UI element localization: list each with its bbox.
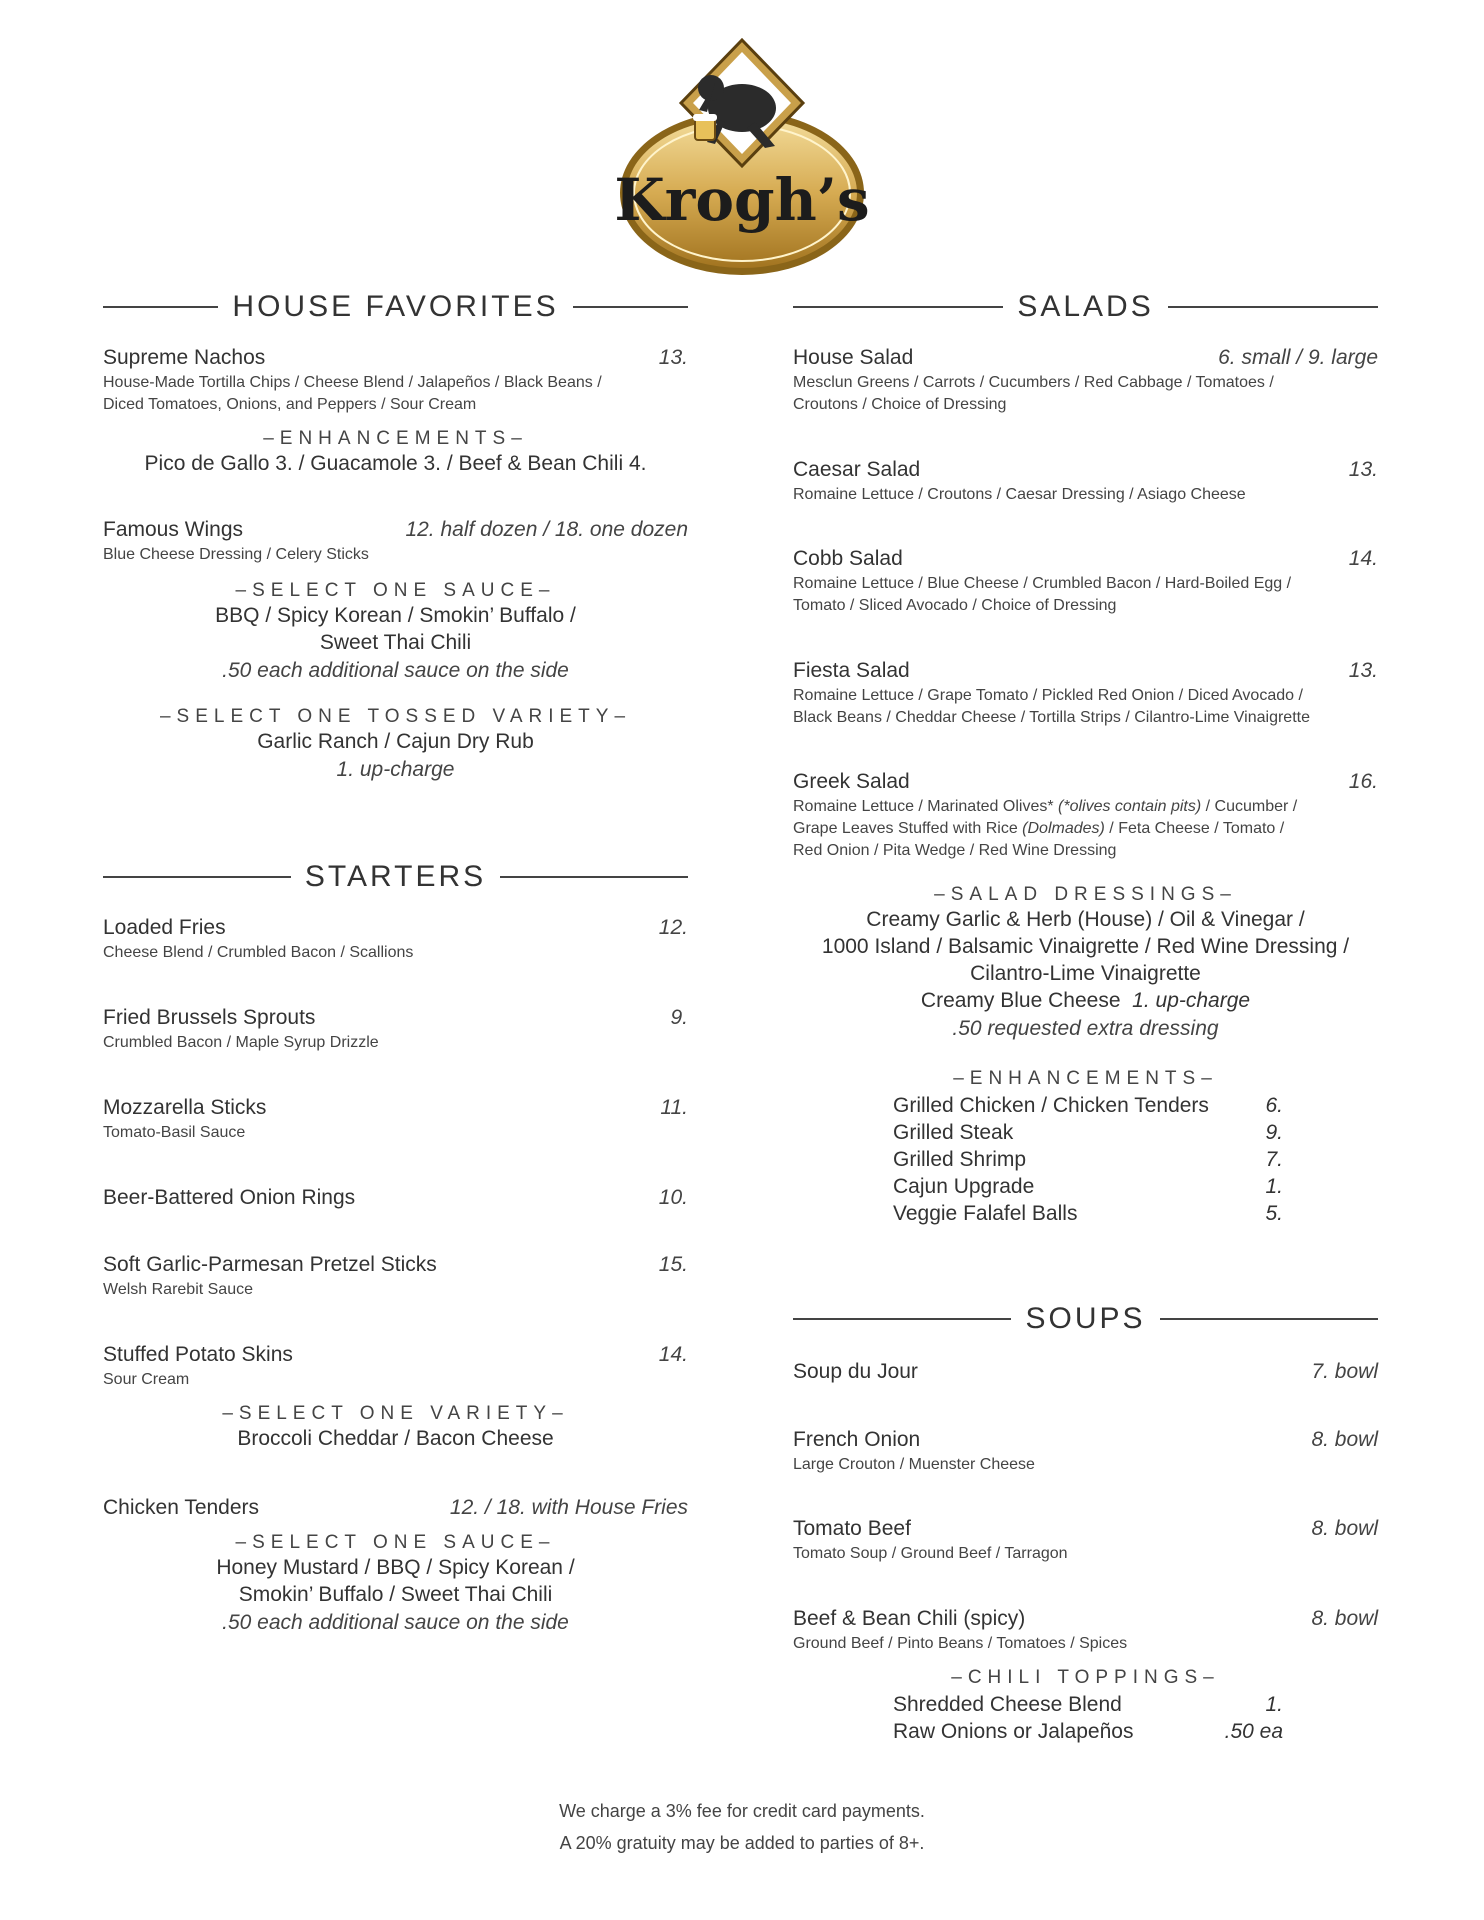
item-name: Fried Brussels Sprouts (103, 1006, 316, 1029)
item-name: Tomato Beef (793, 1517, 911, 1540)
item-price: 14. (658, 1343, 688, 1366)
menu-item-supreme-nachos (103, 346, 688, 416)
item-description: Tomato-Basil Sauce (103, 1124, 246, 1141)
item-name: Supreme Nachos (103, 346, 266, 369)
block-line: Honey Mustard / BBQ / Spicy Korean / (216, 1556, 575, 1579)
item-name: Loaded Fries (103, 916, 226, 939)
item-price: 15. (658, 1253, 688, 1276)
block-label: –SELECT ONE SAUCE– (235, 1532, 556, 1553)
item-price: 13. (1348, 659, 1378, 682)
salad-dressings (793, 884, 1378, 1043)
topping-row: Shredded Cheese Blend 1. (893, 1693, 1283, 1716)
item-description: House-Made Tortilla Chips / Cheese Blend / Jalapeños / Black Beans / Diced Tomatoes, Onions, and Peppers / Sour Cream (103, 374, 602, 413)
menu-item-caesar-salad (793, 458, 1378, 506)
section-header-soups (793, 1302, 1378, 1336)
section-title: HOUSE FAVORITES (232, 290, 559, 323)
menu-item-fiesta-salad (793, 659, 1378, 729)
logo-wordmark: Krogh’s (615, 166, 869, 234)
chili-toppings-list (893, 1691, 1283, 1745)
item-description: Large Crouton / Muenster Cheese (793, 1456, 1035, 1473)
footer-gratuity-note: A 20% gratuity may be added to parties of 8+. (559, 1833, 925, 1853)
menu-item-onion-rings (103, 1186, 688, 1210)
item-price: 8. bowl (1311, 1607, 1378, 1630)
item-description: Romaine Lettuce / Grape Tomato / Pickled Red Onion / Diced Avocado / Black Beans / Cheddar Cheese / Tortilla Strips / Cilantro-Lime Vinaigrette (793, 687, 1310, 726)
item-description: Cheese Blend / Crumbled Bacon / Scallions (103, 944, 414, 961)
section-title: STARTERS (304, 860, 487, 893)
tenders-sauce-options (103, 1532, 688, 1637)
menu-item-loaded-fries (103, 916, 688, 964)
block-line: Smokin’ Buffalo / Sweet Thai Chili (238, 1583, 553, 1606)
block-label: –SELECT ONE VARIETY– (222, 1403, 569, 1424)
item-price: 14. (1348, 547, 1378, 570)
block-line: BBQ / Spicy Korean / Smokin’ Buffalo / (215, 604, 576, 627)
item-price: 12. (658, 916, 688, 939)
menu-item-beef-bean-chili (793, 1607, 1378, 1655)
block-label: –SALAD DRESSINGS– (934, 884, 1237, 905)
item-name: Fiesta Salad (793, 659, 910, 682)
block-line: Cilantro-Lime Vinaigrette (970, 962, 1201, 985)
skins-variety-options (103, 1403, 688, 1452)
item-description: Ground Beef / Pinto Beans / Tomatoes / Spices (793, 1635, 1128, 1652)
item-price: 9. (670, 1006, 688, 1029)
item-price: 12. half dozen / 18. one dozen (405, 518, 688, 541)
menu-item-mozzarella-sticks (103, 1096, 688, 1144)
menu-item-famous-wings (103, 518, 688, 566)
item-name: Cobb Salad (793, 547, 903, 570)
enhancement-row: Grilled Steak 9. (893, 1121, 1283, 1144)
block-line: Pico de Gallo 3. / Guacamole 3. / Beef & Bean Chili 4. (144, 452, 647, 475)
menu-item-cobb-salad (793, 547, 1378, 617)
section-title: SALADS (1017, 290, 1154, 323)
menu-item-potato-skins (103, 1343, 688, 1391)
item-price: 7. bowl (1311, 1360, 1378, 1383)
menu-item-brussels-sprouts (103, 1006, 688, 1054)
item-name: Stuffed Potato Skins (103, 1343, 293, 1366)
item-description: Blue Cheese Dressing / Celery Sticks (103, 546, 369, 563)
enhancement-row: Cajun Upgrade 1. (893, 1175, 1283, 1198)
section-header-salads (793, 290, 1378, 324)
item-name: French Onion (793, 1428, 921, 1451)
item-name: House Salad (793, 346, 914, 369)
item-name: Chicken Tenders (103, 1496, 260, 1519)
item-price: 8. bowl (1311, 1517, 1378, 1540)
block-note: .50 each additional sauce on the side (222, 659, 569, 682)
krogh-logo (615, 38, 869, 278)
menu-item-chicken-tenders (103, 1496, 688, 1520)
enhancement-row: Grilled Chicken / Chicken Tenders 6. (893, 1094, 1283, 1117)
item-price: 16. (1348, 770, 1378, 793)
chili-toppings-label (793, 1667, 1378, 1689)
salad-enhancements-list (893, 1092, 1283, 1227)
item-description: Romaine Lettuce / Marinated Olives* (*olives contain pits) / Cucumber / Grape Leaves Stuffed with Rice (Dolmades) / Feta Cheese / Tomato / Red Onion / Pita Wedge / Red Wine Dressing (793, 798, 1298, 859)
block-line: 1000 Island / Balsamic Vinaigrette / Red Wine Dressing / (821, 935, 1350, 958)
item-name: Greek Salad (793, 770, 910, 793)
block-line: Garlic Ranch / Cajun Dry Rub (257, 730, 534, 753)
salad-enhancements-label (793, 1068, 1378, 1090)
block-label: –CHILI TOPPINGS– (951, 1667, 1220, 1688)
item-price: 12. / 18. with House Fries (449, 1496, 688, 1519)
topping-row: Raw Onions or Jalapeños .50 ea (893, 1720, 1283, 1743)
item-name: Beef & Bean Chili (spicy) (793, 1607, 1026, 1630)
item-price: 10. (658, 1186, 688, 1209)
block-note: 1. up-charge (336, 758, 455, 781)
block-label: –SELECT ONE SAUCE– (235, 580, 556, 601)
item-description: Sour Cream (103, 1371, 190, 1388)
logo-graphic (615, 38, 869, 278)
item-description: Romaine Lettuce / Croutons / Caesar Dressing / Asiago Cheese (793, 486, 1246, 503)
item-price: 8. bowl (1311, 1428, 1378, 1451)
footer-credit-card-fee: We charge a 3% fee for credit card payments. (559, 1801, 925, 1821)
block-line: Sweet Thai Chili (319, 631, 472, 654)
item-price: 11. (660, 1096, 688, 1119)
item-name: Beer-Battered Onion Rings (103, 1186, 356, 1209)
menu-item-french-onion (793, 1428, 1378, 1476)
section-header-starters (103, 860, 688, 894)
menu-item-soup-du-jour (793, 1360, 1378, 1384)
item-name: Caesar Salad (793, 458, 921, 481)
item-name: Mozzarella Sticks (103, 1096, 267, 1119)
block-label: –ENHANCEMENTS– (263, 428, 528, 449)
section-header-house-favorites (103, 290, 688, 324)
menu-item-pretzel-sticks (103, 1253, 688, 1301)
block-note: .50 requested extra dressing (952, 1017, 1219, 1040)
wings-sauce-options (103, 580, 688, 685)
block-note: .50 each additional sauce on the side (222, 1611, 569, 1634)
block-line: Creamy Garlic & Herb (House) / Oil & Vinegar / (866, 908, 1305, 931)
menu-item-tomato-beef (793, 1517, 1378, 1565)
item-name: Famous Wings (103, 518, 244, 541)
menu-item-house-salad (793, 346, 1378, 416)
item-name: Soup du Jour (793, 1360, 918, 1383)
item-description: Mesclun Greens / Carrots / Cucumbers / Red Cabbage / Tomatoes / Croutons / Choice of Dressing (793, 374, 1274, 413)
menu-item-greek-salad (793, 770, 1378, 862)
enhancement-row: Veggie Falafel Balls 5. (893, 1202, 1283, 1225)
block-label: –ENHANCEMENTS– (953, 1068, 1218, 1089)
item-price: 13. (658, 346, 688, 369)
item-price: 13. (1348, 458, 1378, 481)
item-price: 6. small / 9. large (1218, 346, 1378, 369)
item-description: Tomato Soup / Ground Beef / Tarragon (793, 1545, 1068, 1562)
block-label: –SELECT ONE TOSSED VARIETY– (159, 706, 632, 727)
item-description: Romaine Lettuce / Blue Cheese / Crumbled Bacon / Hard-Boiled Egg / Tomato / Sliced Avocado / Choice of Dressing (793, 575, 1292, 614)
block-line: Creamy Blue Cheese 1. up-charge (920, 989, 1251, 1012)
nachos-enhancements (103, 428, 688, 477)
block-line: Broccoli Cheddar / Bacon Cheese (237, 1427, 554, 1450)
enhancement-row: Grilled Shrimp 7. (893, 1148, 1283, 1171)
wings-tossed-options (103, 706, 688, 784)
section-title: SOUPS (1025, 1302, 1146, 1335)
item-description: Crumbled Bacon / Maple Syrup Drizzle (103, 1034, 379, 1051)
item-description: Welsh Rarebit Sauce (103, 1281, 253, 1298)
item-name: Soft Garlic-Parmesan Pretzel Sticks (103, 1253, 437, 1276)
